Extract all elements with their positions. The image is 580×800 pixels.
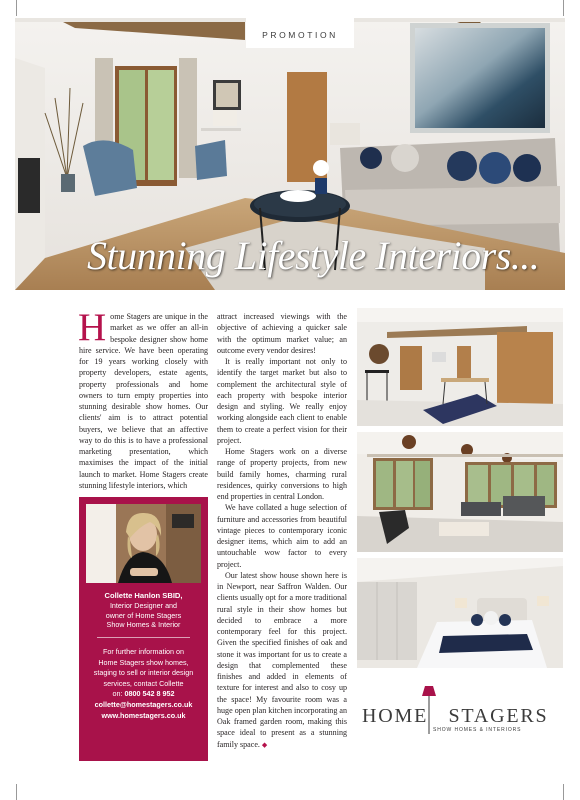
garden-room-photo bbox=[357, 432, 563, 552]
role-line: Show Homes & Interior bbox=[106, 620, 181, 630]
paragraph-text: Our latest show house shown here is in Newport, near Saffron Walden. Our clients usually opt for a more traditional rural style in their show homes but decided to embrace a more contemporary feel for this project. Given the specified finishes of oak and stone it was important for us to create a design that complemented these finishes and added in elements of texture for interest and also to cosy up the space! My favourite room was a huge open plan kitchen incorporating an Oak framed garden room, making this space ideal to present as a stunning family space. bbox=[217, 570, 347, 749]
intro-text: ome Stagers are unique in the market as we offer an all-in bespoke designer show home hire service. We have been operating for 19 years working closely with property developers, estate agents, property professionals and home owners to turn empty properties into stunning desirable show homes. Our clients' aim is to attract potential buyers, we believe that an affective way to do this is to have a professional marketing presentation, which maximises the impact of the initial launch to market. Home Stagers create stunning lifestyle interiors, which bbox=[79, 312, 208, 490]
paragraph: It is really important not only to identify the target market but also to complement the architectural style of each property with bespoke interior design and styling. We really enjoy working alongside each client to enable them to create a perfect vision for their project. bbox=[217, 357, 347, 445]
phone-number[interactable]: 0800 542 8 952 bbox=[124, 689, 175, 699]
email-text[interactable]: collette@homestagers.co.uk bbox=[94, 699, 193, 709]
logo-wordmark bbox=[362, 705, 548, 728]
profile-name: Collette Hanlon SBID, bbox=[104, 591, 183, 600]
website-link[interactable] bbox=[84, 711, 203, 722]
logo-word-home: HOME bbox=[362, 705, 429, 727]
profile-box bbox=[79, 497, 208, 761]
phone-line bbox=[84, 689, 203, 700]
info-line: For further information on bbox=[102, 647, 185, 656]
logo-word-stagers: STAGERS bbox=[448, 705, 549, 727]
info-line: staging to sell or interior design bbox=[93, 668, 194, 678]
paragraph: Home Stagers work on a diverse range of property projects, from new build family homes, charming rural residences, quirky conversions to high end properties in central London. bbox=[217, 447, 347, 501]
paragraph: We have collated a huge selection of furniture and accessories from beautiful vintage pieces to contemporary iconic designer items, which aim to add an untouchable wow factor to every project. bbox=[217, 503, 347, 569]
crop-mark bbox=[16, 0, 17, 16]
intro-paragraph bbox=[78, 306, 208, 491]
crop-mark bbox=[563, 784, 564, 800]
crop-mark bbox=[563, 0, 564, 16]
home-stagers-logo bbox=[362, 686, 549, 742]
crop-mark bbox=[16, 784, 17, 800]
bedroom-photo bbox=[357, 558, 563, 668]
role-line: Interior Designer and bbox=[109, 601, 178, 610]
phone-prefix: on: bbox=[112, 689, 125, 699]
portrait-photo bbox=[86, 504, 201, 583]
logo-tagline: SHOW HOMES & INTERIORS bbox=[433, 727, 522, 733]
paragraph: attract increased viewings with the objective of achieving a quicker sale with the optimum market value; an outcome every vendor desires! bbox=[217, 312, 347, 355]
divider bbox=[97, 637, 190, 638]
article-headline: Stunning Lifestyle Interiors... bbox=[87, 233, 540, 278]
info-line: Home Stagers show homes, bbox=[98, 657, 189, 667]
article-column-2 bbox=[217, 311, 347, 751]
role-line: owner of Home Stagers bbox=[105, 610, 182, 620]
dining-room-photo bbox=[357, 308, 563, 426]
promotion-label: PROMOTION bbox=[246, 18, 354, 48]
article-column-1 bbox=[78, 306, 208, 491]
website-text[interactable]: www.homestagers.co.uk bbox=[101, 710, 186, 720]
hero-living-room-photo bbox=[15, 18, 565, 290]
contact-info bbox=[84, 647, 203, 721]
profile-role bbox=[85, 601, 202, 630]
end-mark: ◆ bbox=[261, 740, 268, 749]
drop-cap: H bbox=[78, 306, 107, 349]
info-line: services, contact Collette bbox=[103, 678, 184, 688]
email-link[interactable] bbox=[84, 700, 203, 711]
paragraph bbox=[217, 570, 347, 751]
